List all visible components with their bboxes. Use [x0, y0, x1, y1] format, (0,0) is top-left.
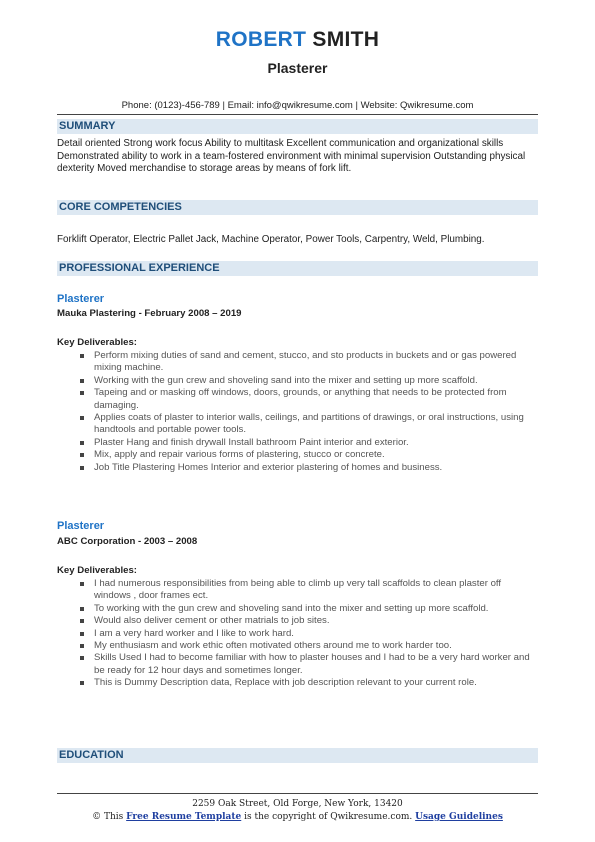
contact-line: Phone: (0123)-456-789 | Email: info@qwikresume.com | Website: Qwikresume.com — [121, 100, 474, 111]
bullet-square-icon — [80, 453, 84, 457]
list-item: Mix, apply and repair various forms of plastering, stucco or concrete. — [57, 449, 539, 461]
bullet-square-icon — [80, 466, 84, 470]
footer-address: 2259 Oak Street, Old Forge, New York, 13420 — [192, 799, 403, 809]
bullet-square-icon — [80, 354, 84, 358]
list-item: Job Title Plastering Homes Interior and exterior plastering of homes and business. — [57, 462, 539, 474]
list-item: To working with the gun crew and shoveling sand into the mixer and setting up more scaffold. — [57, 603, 539, 615]
list-item: This is Dummy Description data, Replace with job description relevant to your current role. — [57, 677, 539, 689]
list-item: Perform mixing duties of sand and cement, stucco, and sto products in buckets and or gas powered mixing machine. — [57, 350, 539, 375]
bullet-square-icon — [80, 582, 84, 586]
job-title: Plasterer — [267, 60, 328, 76]
bullet-square-icon — [80, 632, 84, 636]
section-experience-heading: PROFESSIONAL EXPERIENCE — [57, 261, 538, 276]
bullet-square-icon — [80, 379, 84, 383]
section-competencies-heading: CORE COMPETENCIES — [57, 200, 538, 215]
job-bullet-list — [57, 578, 539, 690]
key-deliverables-label: Key Deliverables: — [57, 565, 137, 576]
job-bullet-list — [57, 350, 539, 474]
bullet-square-icon — [80, 656, 84, 660]
bullet-square-icon — [80, 441, 84, 445]
list-item: Tapeing and or masking off windows, doors, grounds, or anything that needs to be protected from damaging. — [57, 387, 539, 412]
bullet-square-icon — [80, 681, 84, 685]
list-item: My enthusiasm and work ethic often motivated others around me to work harder too. — [57, 640, 539, 652]
last-name: SMITH — [312, 28, 380, 51]
list-item: Plaster Hang and finish drywall Install bathroom Paint interior and exterior. — [57, 437, 539, 449]
usage-guidelines-link[interactable]: Usage Guidelines — [415, 812, 503, 822]
job-company: ABC Corporation - 2003 – 2008 — [57, 536, 198, 547]
free-resume-template-link[interactable]: Free Resume Template — [126, 812, 242, 822]
bullet-square-icon — [80, 619, 84, 623]
bullet-square-icon — [80, 416, 84, 420]
bullet-square-icon — [80, 391, 84, 395]
section-education-heading: EDUCATION — [57, 748, 538, 763]
job-company: Mauka Plastering - February 2008 – 2019 — [57, 308, 242, 319]
list-item: Applies coats of plaster to interior walls, ceilings, and partitions of drawings, or oral instructions, using handtools and portable power tools. — [57, 412, 539, 437]
list-item: Working with the gun crew and shoveling sand into the mixer and setting up more scaffold. — [57, 375, 539, 387]
key-deliverables-label: Key Deliverables: — [57, 337, 137, 348]
list-item: Would also deliver cement or other matrials to job sites. — [57, 615, 539, 627]
footer-copyright: © This Free Resume Template is the copyright of Qwikresume.com. Usage Guidelines — [92, 812, 503, 822]
list-item: Skills Used I had to become familiar with how to plaster houses and I had to be a very hard worker and be ready for 12 hour days and sometimes longer. — [57, 652, 539, 677]
footer-divider — [57, 793, 538, 794]
job-role: Plasterer — [57, 520, 105, 532]
competencies-text: Forklift Operator, Electric Pallet Jack, Machine Operator, Power Tools, Carpentry, Weld, Plumbing. — [57, 234, 485, 245]
first-name: ROBERT — [215, 28, 307, 51]
summary-text: Detail oriented Strong work focus Ability to multitask Excellent communication and organizational skills Demonstrated ability to work in a team-fostered environment with minimal supervision Outstanding physical dexterity Moved merchandise to storage areas by means of fork lift. — [57, 138, 526, 175]
candidate-name — [0, 28, 595, 52]
bullet-square-icon — [80, 644, 84, 648]
job-role: Plasterer — [57, 293, 105, 305]
header-divider — [57, 114, 538, 115]
section-summary-heading: SUMMARY — [57, 119, 538, 134]
list-item: I had numerous responsibilities from being able to climb up very tall scaffolds to clean plaster off windows , door frames ect. — [57, 578, 539, 603]
bullet-square-icon — [80, 607, 84, 611]
list-item: I am a very hard worker and I like to work hard. — [57, 628, 539, 640]
